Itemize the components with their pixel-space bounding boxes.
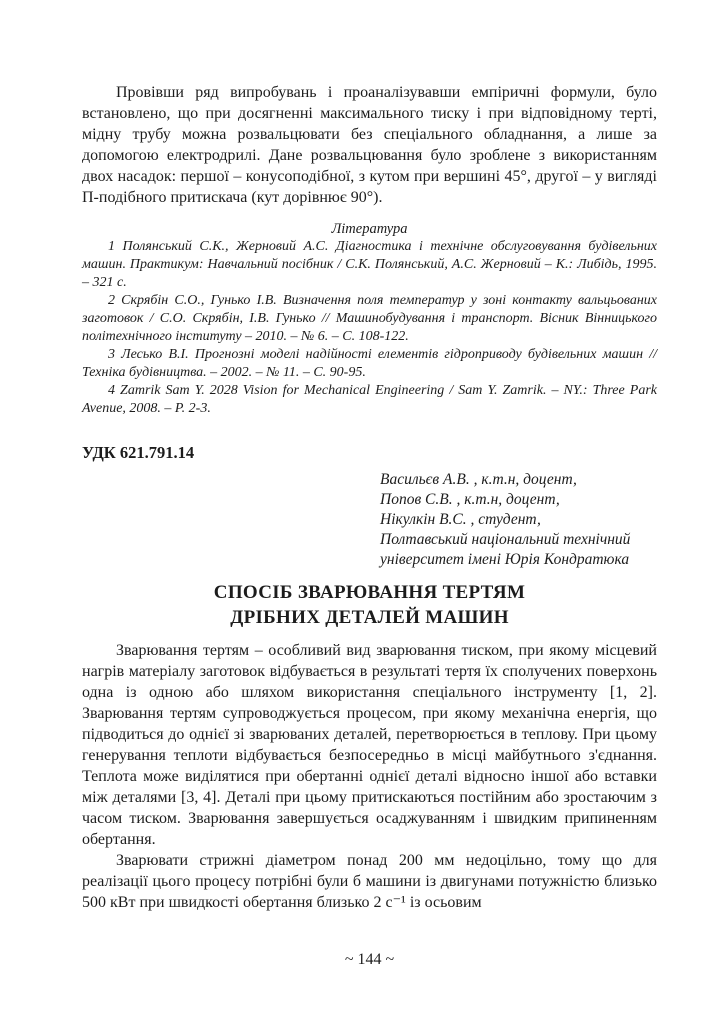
- reference-item-1: 1 Полянський С.К., Жерновий А.С. Діагностика і технічне обслуговування будівельних машин. Практикум: Навчальний посібник / С.К. Полянський, А.С. Жерновий – К.: Либідь, 1995. – 321 с.: [82, 239, 657, 290]
- affiliation-line-1: Полтавський національний технічний: [380, 531, 631, 548]
- reference-item-4: 4 Zamrik Sam Y. 2028 Vision for Mechanical Engineering / Sam Y. Zamrik. – NY.: Three Park Avenue, 2008. – P. 2-3.: [82, 383, 657, 416]
- author-line-2: Попов С.В. , к.т.н, доцент,: [380, 491, 560, 508]
- paragraph-tube-rolling: Провівши ряд випробувань і проаналізувавши емпіричні формули, було встановлено, що при досягненні максимального тиску і при відповідному терті, мідну трубу можна розвальцювати без спеціального обладнання, а лише за допомогою електродрилі. Дане розвальцювання було зроблене з використанням двох насадок: першої – конусоподібної, з кутом при вершині 45°, другої – у вигляді П-подібного притискача (кут дорівнює 90°).: [82, 84, 657, 206]
- reference-item-2: 2 Скрябін С.О., Гунько І.В. Визначення поля температур у зоні контакту вальцьованих заготовок / С.О. Скрябін, І.В. Гунько // Машинобудування і транспорт. Вісник Вінницького політехнічного інституту – 2010. – № 6. – С. 108-122.: [82, 293, 657, 344]
- affiliation-line-2: університет імені Юрія Кондратюка: [380, 551, 630, 568]
- reference-item-3: 3 Лесько В.І. Прогнозні моделі надійності елементів гідроприводу будівельних машин // Техніка будівництва. – 2002. – № 11. – С. 90-95.: [82, 347, 657, 380]
- author-line-1: Васильєв А.В. , к.т.н, доцент,: [380, 471, 577, 488]
- article-title-line-1: СПОСІБ ЗВАРЮВАННЯ ТЕРТЯМ: [213, 582, 526, 603]
- literature-heading: Література: [331, 221, 408, 237]
- udc-code: УДК 621.791.14: [82, 443, 195, 462]
- literature-section: [82, 220, 657, 418]
- page-number: ~ 144 ~: [344, 951, 395, 968]
- authors-block: [380, 470, 657, 570]
- author-line-3: Нікулкін В.С. , студент,: [380, 511, 541, 528]
- paragraph-rod-diameter: Зварювати стрижні діаметром понад 200 мм недоцільно, тому що для реалізації цього процесу потрібні були б машини із двигунами потужністю близько 500 кВт при швидкості обертання близько 2 с⁻¹ із осьовим: [82, 852, 657, 911]
- article-title: [82, 580, 657, 630]
- paragraph-friction-welding: Зварювання тертям – особливий вид зварювання тиском, при якому місцевий нагрів матеріалу заготовок відбувається в результаті тертя їх сполучених поверхонь одна із одною або шляхом використання спеціального інструменту [1, 2]. Зварювання тертям супроводжується процесом, при якому механічна енергія, що підводиться до однієї зі зварюваних деталей, перетворюється в теплову. При цьому генерування теплоти відбувається безпосередньо в місці майбутнього з'єднання. Теплота може виділятися при обертанні однієї деталі відносно іншої або вставки між деталями [3, 4]. Деталі при цьому притискаються постійним або зростаючим з часом тиском. Зварювання завершується осаджуванням і швидким припиненням обертання.: [82, 642, 657, 848]
- article-title-line-2: ДРІБНИХ ДЕТАЛЕЙ МАШИН: [230, 607, 509, 628]
